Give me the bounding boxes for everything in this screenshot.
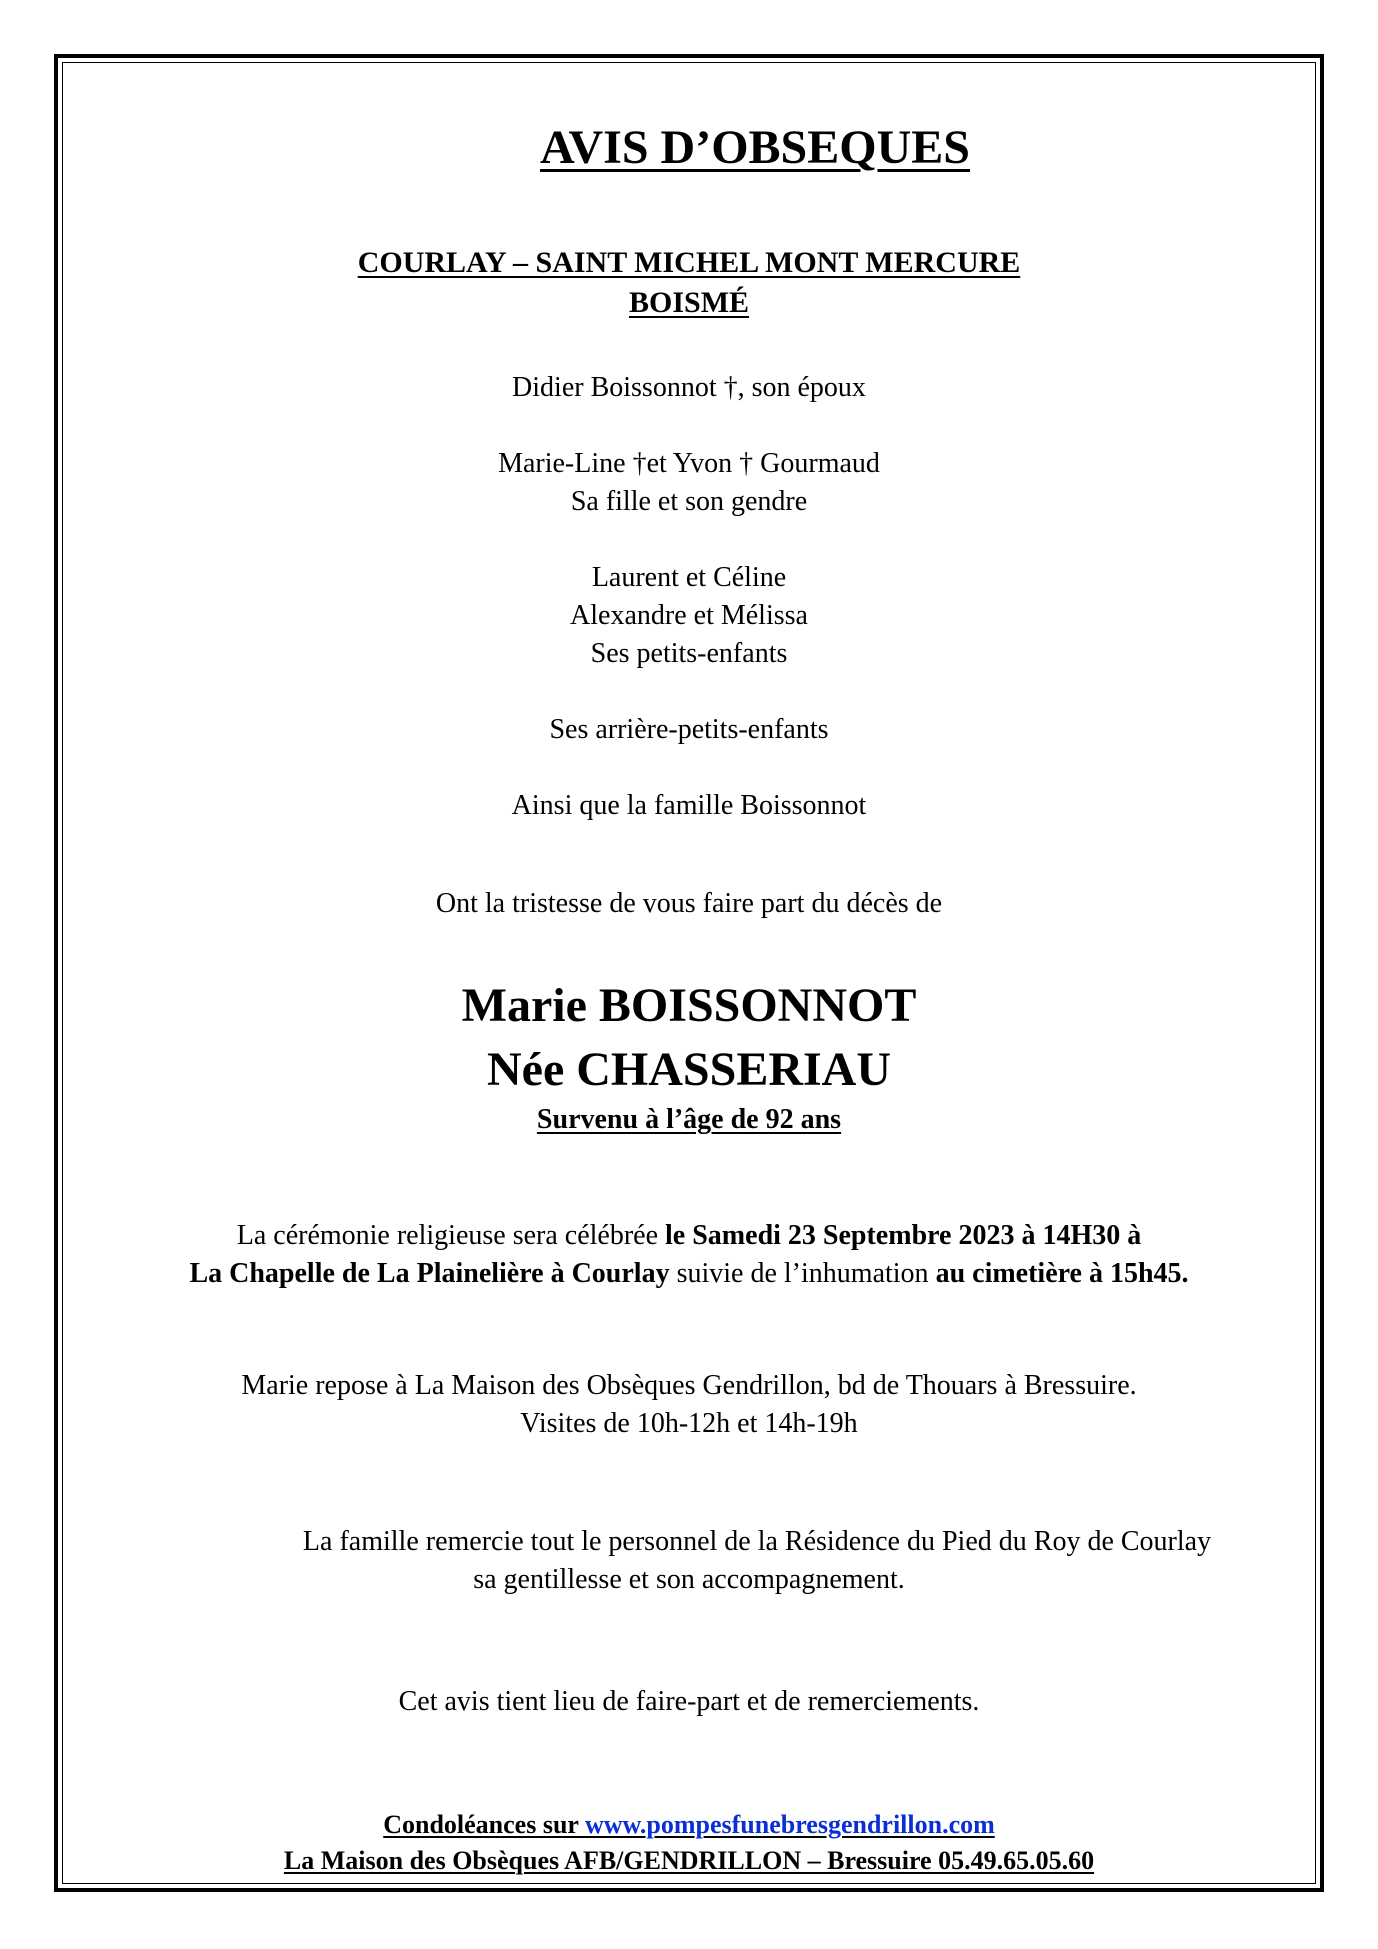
ceremony-intro: La cérémonie religieuse sera célébrée	[236, 1220, 666, 1251]
grandchildren-line-2: Alexandre et Mélissa	[570, 600, 808, 631]
grandchildren-role: Ses petits-enfants	[590, 638, 788, 669]
rest-line-2: Visites de 10h-12h et 14h-19h	[520, 1408, 858, 1439]
inner-border	[62, 62, 1316, 1884]
condolences-label: Condoléances sur	[383, 1810, 585, 1839]
website-link[interactable]: www.pompesfunebresgendrillon.com	[585, 1810, 995, 1839]
rest-line-1: Marie repose à La Maison des Obsèques Gendrillon, bd de Thouars à Bressuire.	[241, 1370, 1137, 1401]
age-note: Survenu à l’âge de 92 ans	[536, 1104, 842, 1135]
grandchildren-line-1: Laurent et Céline	[591, 562, 787, 593]
condolences-line	[62, 1810, 1316, 1840]
ceremony-line-2	[62, 1258, 1316, 1290]
spouse-line: Didier Boissonnot †, son époux	[512, 372, 866, 403]
deceased-maiden-name: Née CHASSERIAU	[486, 1043, 891, 1096]
ceremony-line-1	[62, 1220, 1316, 1252]
notice-line: Cet avis tient lieu de faire-part et de remerciements.	[398, 1686, 980, 1717]
extended-family-line: Ainsi que la famille Boissonnot	[511, 790, 867, 821]
places-line-2: BOISMÉ	[628, 286, 750, 319]
thanks-line-2: sa gentillesse et son accompagnement.	[473, 1564, 905, 1595]
burial-info: au cimetière à 15h45.	[935, 1258, 1189, 1289]
great-grandchildren-line: Ses arrière-petits-enfants	[549, 714, 829, 745]
company-line: La Maison des Obsèques AFB/GENDRILLON – Bressuire 05.49.65.05.60	[283, 1846, 1095, 1875]
ceremony-middle: suivie de l’inhumation	[669, 1258, 936, 1289]
thanks-line-1: La famille remercie tout le personnel de la Résidence du Pied du Roy de Courlay	[302, 1526, 1212, 1557]
deceased-name: Marie BOISSONNOT	[461, 979, 917, 1032]
ceremony-location: La Chapelle de La Plainelière à Courlay	[189, 1258, 670, 1289]
announcement-line: Ont la tristesse de vous faire part du décès de	[435, 888, 943, 919]
ceremony-datetime: le Samedi 23 Septembre 2023 à 14H30 à	[665, 1220, 1142, 1251]
daughter-role: Sa fille et son gendre	[570, 486, 808, 517]
notice-title: AVIS D’OBSEQUES	[540, 121, 970, 174]
daughter-names: Marie-Line †et Yvon † Gourmaud	[498, 448, 880, 479]
places-line-1: COURLAY – SAINT MICHEL MONT MERCURE	[357, 246, 1021, 279]
